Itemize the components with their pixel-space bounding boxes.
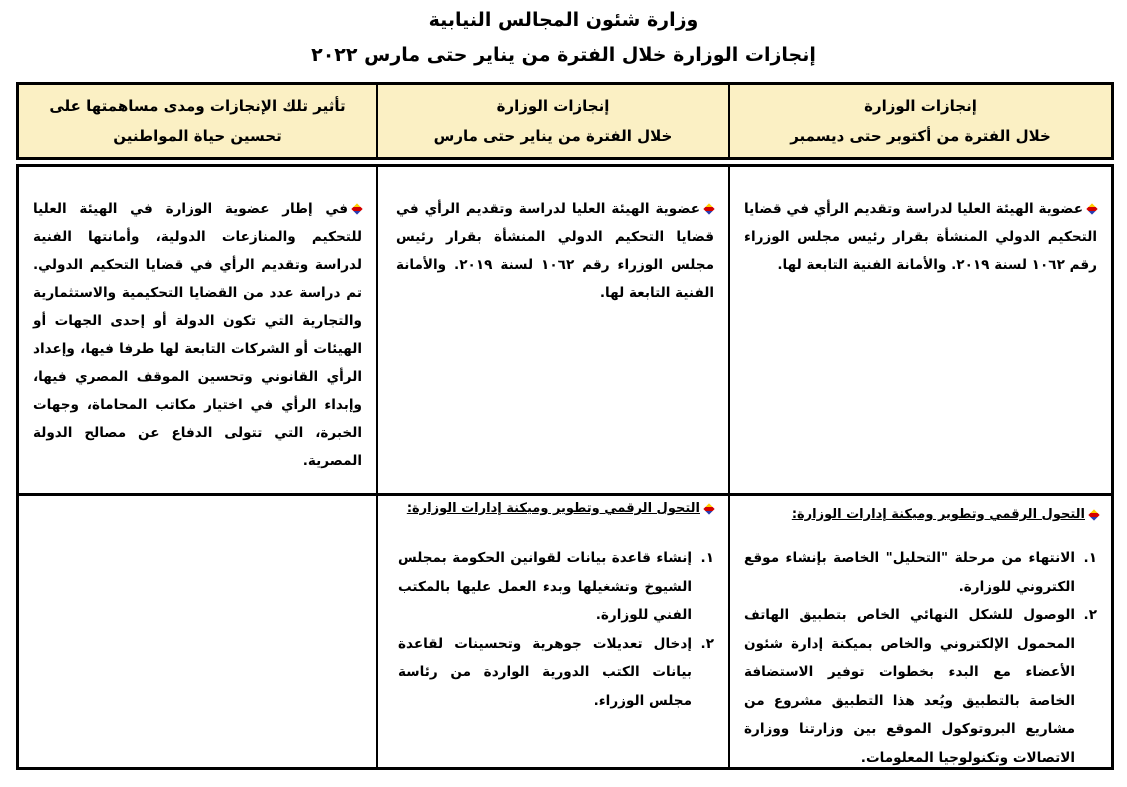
cell-row2-col2	[376, 496, 728, 770]
cell-row1-col3	[19, 167, 376, 493]
table-body	[16, 164, 1114, 770]
bullet-icon	[1086, 203, 1097, 214]
bullet-icon	[703, 503, 714, 514]
header-col-jan-mar	[376, 85, 728, 157]
header-line2: تحسين حياة المواطنين	[113, 127, 282, 145]
header-col-impact	[19, 85, 376, 157]
numbered-list	[744, 544, 1097, 772]
cell-text: عضوية الهيئة العليا لدراسة وتقديم الرأي في قضايا التحكيم الدولي المنشأة بقرار رئيس مجلس الوزراء رقم ١٠٦٢ لسنة ٢٠١٩. والأمانة الفنية التابعة لها.	[396, 201, 714, 301]
cell-row1-col2	[376, 167, 728, 493]
header-line2: خلال الفترة من أكتوبر حتى ديسمبر	[790, 127, 1051, 145]
cell-row1-col1	[728, 167, 1111, 493]
header-col-oct-dec	[728, 85, 1111, 157]
table-row	[19, 493, 1111, 770]
header-line2: خلال الفترة من يناير حتى مارس	[433, 127, 673, 145]
table-header	[16, 82, 1114, 160]
title-block	[0, 4, 1127, 70]
bullet-icon	[1088, 509, 1099, 520]
header-line1: تأثير تلك الإنجازات ومدى مساهمتها على	[49, 97, 346, 115]
page-subtitle: إنجازات الوزارة خلال الفترة من يناير حتى مارس ٢٠٢٢	[311, 44, 816, 66]
list-item: ٢. الوصول للشكل النهائي الخاص بتطبيق الهاتف المحمول الإلكتروني والخاص بميكنة إدارة شئون الأعضاء مع البدء بخطوات توفير الاستضافة الخاصة بالتطبيق ويُعد هذا التطبيق مشروع من مشاريع البروتوكول الموقع بين وزارتنا ووزارة الاتصالات وتكنولوجيا المعلومات.	[744, 607, 1097, 766]
bullet-icon	[351, 203, 362, 214]
cell-row2-col1	[728, 496, 1111, 770]
section-heading: التحول الرقمي وتطوير وميكنة إدارات الوزارة:	[792, 504, 1099, 526]
list-item: ٢. إدخال تعديلات جوهرية وتحسينات لقاعدة بيانات الكتب الدورية الواردة من رئاسة مجلس الوزراء.	[398, 635, 714, 709]
header-line1: إنجازات الوزارة	[864, 97, 977, 115]
cell-text: في إطار عضوية الوزارة في الهيئة العليا للتحكيم والمنازعات الدولية، وأمانتها الفنية لدراسة وتقديم الرأي في قضايا التحكيم الدولي. تم دراسة عدد من القضايا التحكيمية والاستثمارية والتجارية التي تكون الدولة أو إحدى الجهات أو الهيئات أو الشركات التابعة لها طرفا فيها، وإعداد الرأي القانوني وتحسين الموقف المصري فيها، وإبداء الرأي في اختيار مكاتب المحاماة، وجهات الخبرة، التي تتولى الدفاع عن مصالح الدولة المصرية.	[33, 201, 362, 469]
cell-text: عضوية الهيئة العليا لدراسة وتقديم الرأي في قضايا التحكيم الدولي المنشأة بقرار رئيس مجلس الوزراء رقم ١٠٦٢ لسنة ٢٠١٩. والأمانة الفنية التابعة لها.	[743, 201, 1097, 273]
list-item: ١. إنشاء قاعدة بيانات لقوانين الحكومة بمجلس الشيوخ وتشغيلها وبدء العمل عليها بالمكتب الفني للوزارة.	[398, 550, 714, 623]
page-title: وزارة شئون المجالس النيابية	[428, 9, 699, 31]
numbered-list	[398, 544, 714, 715]
table-row	[19, 167, 1111, 493]
section-heading: التحول الرقمي وتطوير وميكنة إدارات الوزارة:	[407, 498, 714, 520]
header-line1: إنجازات الوزارة	[496, 97, 610, 115]
cell-row2-col3	[19, 496, 376, 770]
list-item: ١. الانتهاء من مرحلة "التحليل" الخاصة بإنشاء موقع الكتروني للوزارة.	[744, 550, 1097, 595]
bullet-icon	[703, 203, 714, 214]
